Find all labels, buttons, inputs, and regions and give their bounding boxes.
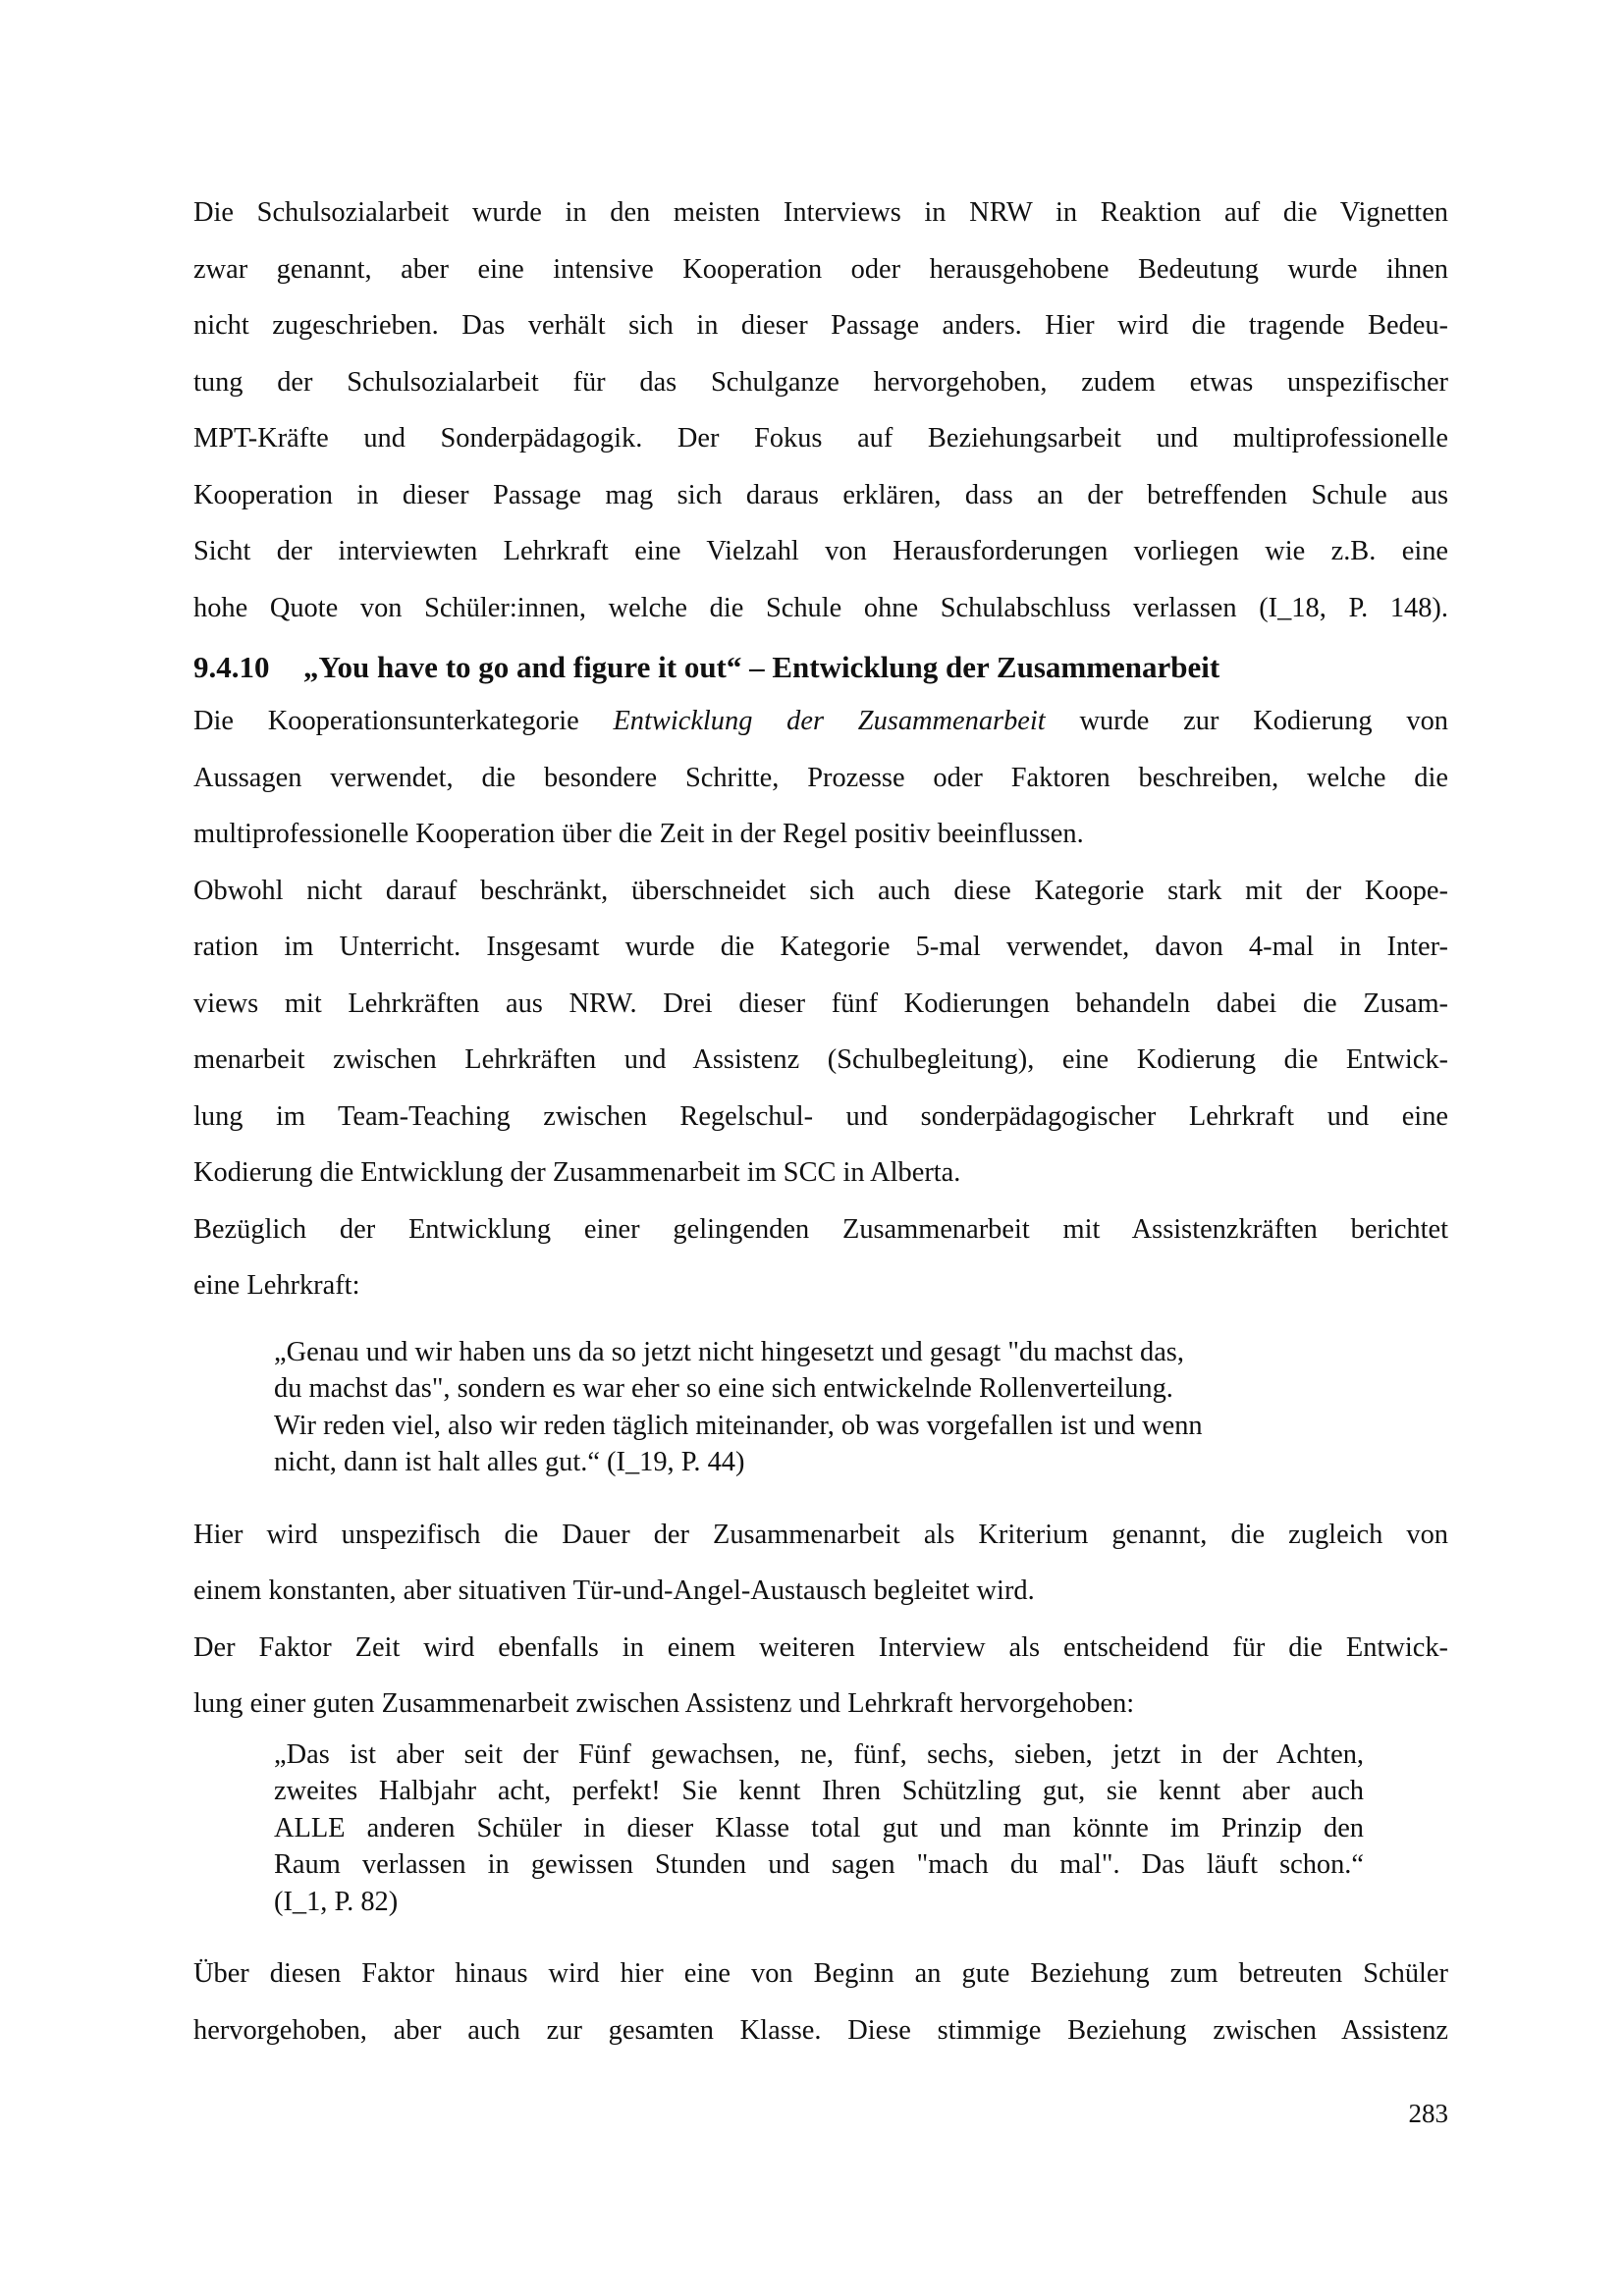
- text-line: Die Schulsozialarbeit wurde in den meisten Interviews in NRW in Reaktion auf die Vignetten: [193, 197, 1448, 228]
- quote-line: Wir reden viel, also wir reden täglich miteinander, ob was vorgefallen ist und wenn: [274, 1410, 1203, 1441]
- text-line: Der Faktor Zeit wird ebenfalls in einem weiteren Interview als entscheidend für die Entwick-: [193, 1631, 1448, 1663]
- quote-line: „Genau und wir haben uns da so jetzt nicht hingesetzt und gesagt "du machst das,: [274, 1336, 1184, 1367]
- text-line: Über diesen Faktor hinaus wird hier eine von Beginn an gute Beziehung zum betreuten Schüler: [193, 1958, 1448, 1989]
- text-line: multiprofessionelle Kooperation über die Zeit in der Regel positiv beeinflussen.: [193, 819, 1084, 849]
- text-line: ration im Unterricht. Insgesamt wurde die Kategorie 5-mal verwendet, davon 4-mal in Inter-: [193, 932, 1448, 962]
- page-number: 283: [1408, 2099, 1448, 2128]
- quote-line: ALLE anderen Schüler in dieser Klasse total gut und man könnte im Prinzip den: [274, 1812, 1364, 1843]
- text-line: Hier wird unspezifisch die Dauer der Zusammenarbeit als Kriterium genannt, die zugleich von: [193, 1519, 1448, 1550]
- text-line: lung im Team-Teaching zwischen Regelschul- und sonderpädagogischer Lehrkraft und eine: [193, 1100, 1448, 1132]
- paragraph-kategorie-verwendung: [193, 863, 1448, 1201]
- text-line: einem konstanten, aber situativen Tür-und-Angel-Austausch begleitet wird.: [193, 1575, 1035, 1606]
- paragraph-kooperationsunterkategorie: [193, 693, 1448, 863]
- quote-line: nicht, dann ist halt alles gut.“ (I_19, P. 44): [274, 1447, 745, 1477]
- block-quote-1: [274, 1334, 1364, 1481]
- text-run: wurde zur Kodierung von: [1045, 706, 1448, 736]
- text-run: Die Kooperationsunterkategorie: [193, 706, 614, 736]
- text-line: hervorgehoben, aber auch zur gesamten Klasse. Diese stimmige Beziehung zwischen Assistenz: [193, 2014, 1448, 2046]
- quote-line: (I_1, P. 82): [274, 1886, 399, 1917]
- text-line: views mit Lehrkräften aus NRW. Drei dieser fünf Kodierungen behandeln dabei die Zusam-: [193, 988, 1448, 1019]
- text-line: Bezüglich der Entwicklung einer gelingenden Zusammenarbeit mit Assistenzkräften berichtet: [193, 1213, 1448, 1245]
- paragraph-schulsozialarbeit: [193, 185, 1448, 636]
- paragraph-lehrkraft-bericht: [193, 1201, 1448, 1314]
- category-name-italic: Entwicklung der Zusammenarbeit: [613, 706, 1046, 736]
- text-line: [193, 693, 1448, 750]
- paragraph-faktor-zeit: [193, 1620, 1448, 1733]
- section-title: „You have to go and figure it out“ – Entwicklung der Zusammenarbeit: [303, 650, 1220, 684]
- quote-line: zweites Halbjahr acht, perfekt! Sie kennt Ihren Schützling gut, sie kennt aber auch: [274, 1776, 1364, 1806]
- text-line: lung einer guten Zusammenarbeit zwischen Assistenz und Lehrkraft hervorgehoben:: [193, 1688, 1135, 1719]
- text-line: Sicht der interviewten Lehrkraft eine Vielzahl von Herausforderungen vorliegen wie z.B. eine: [193, 536, 1448, 566]
- text-line: Kodierung die Entwicklung der Zusammenarbeit im SCC in Alberta.: [193, 1157, 961, 1188]
- text-line: tung der Schulsozialarbeit für das Schulganze hervorgehoben, zudem etwas unspezifischer: [193, 366, 1448, 398]
- text-line: Obwohl nicht darauf beschränkt, überschneidet sich auch diese Kategorie stark mit der Koope-: [193, 875, 1448, 906]
- paragraph-beziehung: [193, 1946, 1448, 2058]
- section-heading: [193, 642, 1448, 693]
- page-body: [193, 185, 1448, 2058]
- text-line: hohe Quote von Schüler:innen, welche die Schule ohne Schulabschluss verlassen (I_18, P. 148).: [193, 592, 1448, 623]
- text-line: zwar genannt, aber eine intensive Kooperation oder herausgehobene Bedeutung wurde ihnen: [193, 253, 1448, 285]
- quote-line: du machst das", sondern es war eher so eine sich entwickelnde Rollenverteilung.: [274, 1373, 1173, 1404]
- text-line: eine Lehrkraft:: [193, 1270, 360, 1301]
- block-quote-2: [274, 1736, 1364, 1921]
- paragraph-dauer-zusammenarbeit: [193, 1507, 1448, 1620]
- text-line: nicht zugeschrieben. Das verhält sich in dieser Passage anders. Hier wird die tragende Bedeu-: [193, 310, 1448, 341]
- section-number: 9.4.10: [193, 650, 270, 684]
- quote-line: „Das ist aber seit der Fünf gewachsen, ne, fünf, sechs, sieben, jetzt in der Achten,: [274, 1738, 1364, 1770]
- quote-line: Raum verlassen in gewissen Stunden und sagen "mach du mal". Das läuft schon.“: [274, 1849, 1364, 1880]
- text-line: menarbeit zwischen Lehrkräften und Assistenz (Schulbegleitung), eine Kodierung die Entwick-: [193, 1044, 1448, 1075]
- text-line: Aussagen verwendet, die besondere Schritte, Prozesse oder Faktoren beschreiben, welche die: [193, 762, 1448, 793]
- text-line: Kooperation in dieser Passage mag sich daraus erklären, dass an der betreffenden Schule aus: [193, 479, 1448, 510]
- text-line: MPT-Kräfte und Sonderpädagogik. Der Fokus auf Beziehungsarbeit und multiprofessionelle: [193, 423, 1448, 454]
